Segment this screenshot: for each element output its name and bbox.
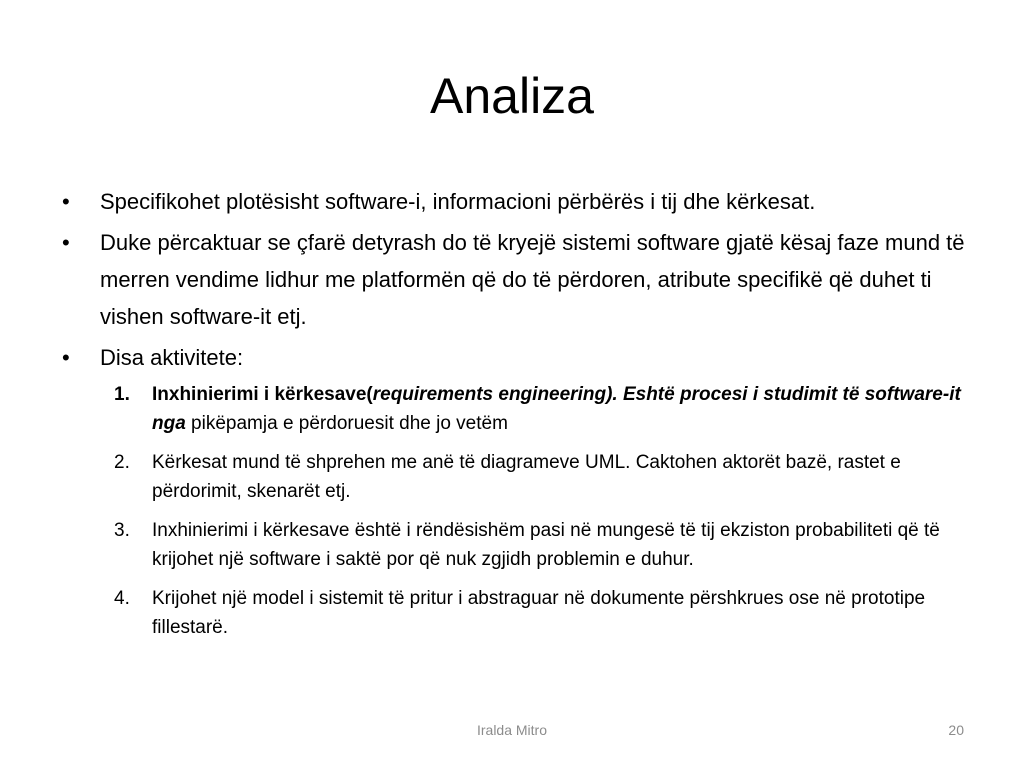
bullet-item bbox=[58, 224, 968, 335]
item-text-bold: Inxhinierimi i kërkesave( bbox=[152, 384, 373, 405]
item-text: Kërkesat mund të shprehen me anë të diagrameve UML. Caktohen aktorët bazë, rastet e përdorimit, skenarët etj. bbox=[152, 452, 901, 502]
slide-content bbox=[58, 183, 968, 652]
item-text: Krijohet një model i sistemit të pritur i abstraguar në dokumente përshkrues ose në prototipe fillestarë. bbox=[152, 588, 926, 638]
numbered-item bbox=[58, 448, 968, 506]
bullet-text: Disa aktivitete: bbox=[100, 345, 244, 370]
bullet-text: Specifikohet plotësisht software-i, informacioni përbërës i tij dhe kërkesat. bbox=[100, 189, 816, 214]
numbered-item bbox=[58, 380, 968, 438]
footer-author: Iralda Mitro bbox=[476, 722, 548, 738]
bullet-marker: • bbox=[62, 189, 70, 214]
item-number: 4. bbox=[114, 588, 130, 609]
numbered-item bbox=[58, 584, 968, 642]
bullet-text: Duke përcaktuar se çfarë detyrash do të kryejë sistemi software gjatë kësaj faze mund të merren vendime lidhur me platformën që do të përdoren, atribute specifikë që duhet ti vishen software-it etj. bbox=[100, 230, 965, 329]
item-number: 1. bbox=[114, 384, 130, 405]
bullet-item bbox=[58, 183, 968, 220]
bullet-item bbox=[58, 339, 968, 376]
numbered-item bbox=[58, 516, 968, 574]
item-number: 3. bbox=[114, 520, 130, 541]
item-text: pikëpamja e përdoruesit dhe jo vetëm bbox=[185, 413, 508, 434]
numbered-list bbox=[58, 380, 968, 642]
item-number: 2. bbox=[114, 452, 130, 473]
item-text-bold-italic: requirements engineering). Eshtë procesi i studimit të software-it nga bbox=[152, 384, 961, 434]
slide-title: Analiza bbox=[430, 68, 594, 124]
footer-page-number: 20 bbox=[948, 722, 964, 738]
bullet-marker: • bbox=[62, 345, 70, 370]
bullet-marker: • bbox=[62, 230, 70, 255]
item-text: Inxhinierimi i kërkesave është i rëndësishëm pasi në mungesë të tij ekziston probabiliteti që të krijohet një software i saktë por që nuk zgjidh problemin e duhur. bbox=[152, 520, 940, 570]
